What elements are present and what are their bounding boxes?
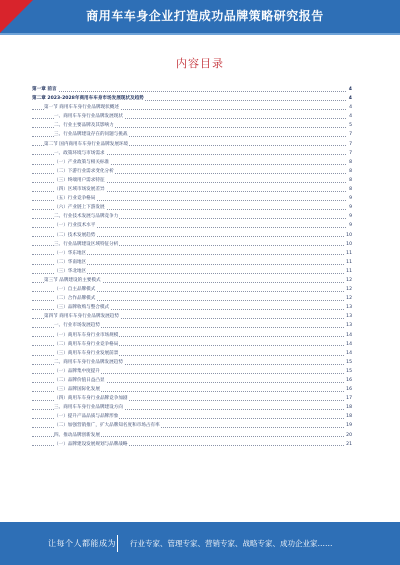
toc-entry[interactable] [32,294,352,303]
footer-banner [0,522,400,565]
toc-entry-page: 13 [345,321,352,330]
toc-entry[interactable] [32,149,352,158]
toc-entry-page: 12 [345,294,352,303]
toc-entry-text: （二）技术发展趋势 [54,232,96,238]
toc-entry-page: 10 [345,231,352,240]
toc-entry-text: （二）下游行业需求变化分析 [54,168,114,174]
toc-entry-text: 第三节 品牌建设的主要模式 [44,277,101,283]
toc-entry-text: （三）品牌国际化发展 [54,387,100,393]
corner-ribbon [0,0,33,33]
toc-entry[interactable] [32,321,352,330]
toc-entry-page: 13 [345,312,352,321]
toc-entry-text: （一）商用车车身行业市场规模 [54,332,119,338]
toc-entry-text: 三、行业品牌建设区域特征分析 [54,241,119,247]
table-of-contents [32,85,352,449]
toc-entry[interactable] [32,394,352,403]
toc-entry-page: 18 [345,412,352,421]
toc-entry-text: （二）华南地区 [54,259,87,265]
toc-entry-page: 14 [345,340,352,349]
toc-entry[interactable] [32,103,352,112]
toc-entry-page: 9 [348,221,352,230]
toc-entry-text: 二、行业主要品牌及其影响力 [54,123,114,129]
toc-entry[interactable] [32,140,352,149]
toc-entry[interactable] [32,267,352,276]
toc-entry[interactable] [32,276,352,285]
toc-entry[interactable] [32,130,352,139]
toc-entry-page: 10 [345,240,352,249]
footer-divider [117,535,118,552]
toc-entry-page: 7 [348,149,352,158]
toc-entry-page: 4 [348,103,352,112]
toc-entry-page: 14 [345,349,352,358]
toc-entry-page: 9 [348,212,352,221]
toc-entry-text: 三、行业品牌建设存在的问题与挑战 [54,132,128,138]
toc-entry-page: 7 [348,140,352,149]
leader-dots [32,91,346,92]
toc-entry[interactable] [32,303,352,312]
toc-entry-text: 第二节 国内商用车车身行业品牌发展环境 [44,141,129,147]
toc-entry[interactable] [32,194,352,203]
toc-entry[interactable] [32,212,352,221]
toc-entry-page: 4 [348,112,352,121]
toc-entry-text: （三）终端用户需求特征 [54,177,105,183]
toc-entry-text: （二）加强营销推广，扩大品牌知名度和市场占有率 [54,423,160,429]
toc-entry-text: （二）商用车车身行业竞争格局 [54,341,119,347]
toc-title: 内容目录 [176,57,224,70]
toc-entry-text: 第一节 商用车车身行业品牌现状概述 [44,105,119,111]
toc-entry-text: 第四节 商用车车身行业品牌发展趋势 [44,314,119,320]
toc-entry[interactable] [32,176,352,185]
toc-entry-page: 11 [345,258,352,267]
toc-entry-text: （三）商用车车身行业发展前景 [54,350,119,356]
toc-entry-page: 12 [345,276,352,285]
toc-entry-text: （一）提升产品品质与品牌形象 [54,414,119,420]
toc-entry-text: （一）产业政策与相关标准 [54,159,110,165]
toc-entry-page: 4 [348,94,352,103]
toc-entry[interactable] [32,376,352,385]
toc-entry[interactable] [32,403,352,412]
report-title: 商用车车身企业打造成功品牌策略研究报告 [86,9,324,23]
toc-entry-text: （二）合作品牌模式 [54,296,96,302]
toc-entry-page: 15 [345,367,352,376]
toc-entry-text: （一）品牌集中度提升 [54,368,100,374]
toc-entry-page: 8 [348,158,352,167]
toc-entry[interactable] [32,258,352,267]
toc-entry[interactable] [32,221,352,230]
toc-entry[interactable] [32,158,352,167]
toc-entry-page: 7 [348,130,352,139]
toc-entry-text: （一）华东地区 [54,250,87,256]
toc-entry-text: 第一章 前言 [32,87,57,92]
toc-entry-page: 15 [345,358,352,367]
toc-entry-page: 9 [348,203,352,212]
toc-entry-text: 四、推动品牌创新发展 [54,432,100,438]
toc-entry[interactable] [32,421,352,430]
toc-entry-page: 14 [345,331,352,340]
toc-entry[interactable] [32,312,352,321]
toc-entry-text: 一、行业市场发展趋势 [54,323,100,329]
toc-entry-text: 二、行业技术发展与品牌竞争力 [54,214,119,220]
toc-entry-text: （一）品牌建设发展规划与品牌战略 [54,441,128,447]
toc-entry-page: 19 [345,421,352,430]
toc-entry[interactable] [32,121,352,130]
toc-entry-text: 三、商用车车身行业品牌建设方向 [54,405,123,411]
toc-entry-page: 11 [345,249,352,258]
toc-entry[interactable] [32,358,352,367]
toc-entry[interactable] [32,94,352,103]
toc-entry[interactable] [32,331,352,340]
toc-entry[interactable] [32,440,352,449]
toc-entry-page: 20 [345,431,352,440]
toc-entry-page: 9 [348,194,352,203]
toc-entry[interactable] [32,231,352,240]
toc-entry-page: 16 [345,385,352,394]
toc-entry-page: 18 [345,403,352,412]
toc-entry-text: 第二章 2023-2028年商用车车身市场发展现状及趋势 [32,96,144,102]
toc-entry-text: （三）品牌收购与整合模式 [54,305,110,311]
toc-entry-page: 11 [345,267,352,276]
toc-entry[interactable] [32,112,352,121]
toc-entry[interactable] [32,412,352,421]
toc-entry-text: （一）行业技术水平 [54,223,96,229]
toc-entry-page: 8 [348,185,352,194]
toc-entry[interactable] [32,203,352,212]
footer-tagline: 行业专家、管理专家、营销专家、战略专家、成功企业家…… [130,539,333,548]
toc-entry[interactable] [32,285,352,294]
toc-entry[interactable] [32,367,352,376]
toc-entry-page: 8 [348,167,352,176]
toc-entry-text: （六）产业链上下游发展 [54,205,105,211]
toc-entry-text: 一、政策环境与市场需求 [54,150,105,156]
toc-entry-text: （二）品牌价值日益凸显 [54,378,105,383]
toc-entry-page: 4 [348,85,352,94]
toc-entry[interactable] [32,385,352,394]
toc-entry-page: 12 [345,285,352,294]
toc-entry-text: （四）区域市场发展差异 [54,187,105,193]
toc-entry-page: 8 [348,176,352,185]
toc-entry-page: 13 [345,303,352,312]
toc-entry-page: 17 [345,394,352,403]
toc-entry-text: （五）行业竞争格局 [54,196,96,202]
toc-entry-page: 21 [345,440,352,449]
toc-entry-text: （四）商用车车身行业品牌竞争加剧 [54,396,128,402]
toc-entry-text: （三）华北地区 [54,268,87,274]
toc-entry-text: 二、商用车车身行业品牌发展趋势 [54,359,123,365]
toc-entry[interactable] [32,431,352,440]
toc-entry[interactable] [32,185,352,194]
toc-entry[interactable] [32,167,352,176]
toc-entry[interactable] [32,340,352,349]
toc-entry-text: （一）自主品牌模式 [54,287,96,293]
toc-entry[interactable] [32,85,352,94]
toc-entry-text: 一、商用车车身行业品牌发展现状 [54,114,123,120]
toc-entry-page: 16 [345,376,352,385]
toc-entry-page: 5 [348,121,352,130]
header-banner [0,0,400,35]
toc-entry[interactable] [32,249,352,258]
toc-entry[interactable] [32,349,352,358]
footer-slogan: 让每个人都能成为 [48,539,116,548]
toc-entry[interactable] [32,240,352,249]
